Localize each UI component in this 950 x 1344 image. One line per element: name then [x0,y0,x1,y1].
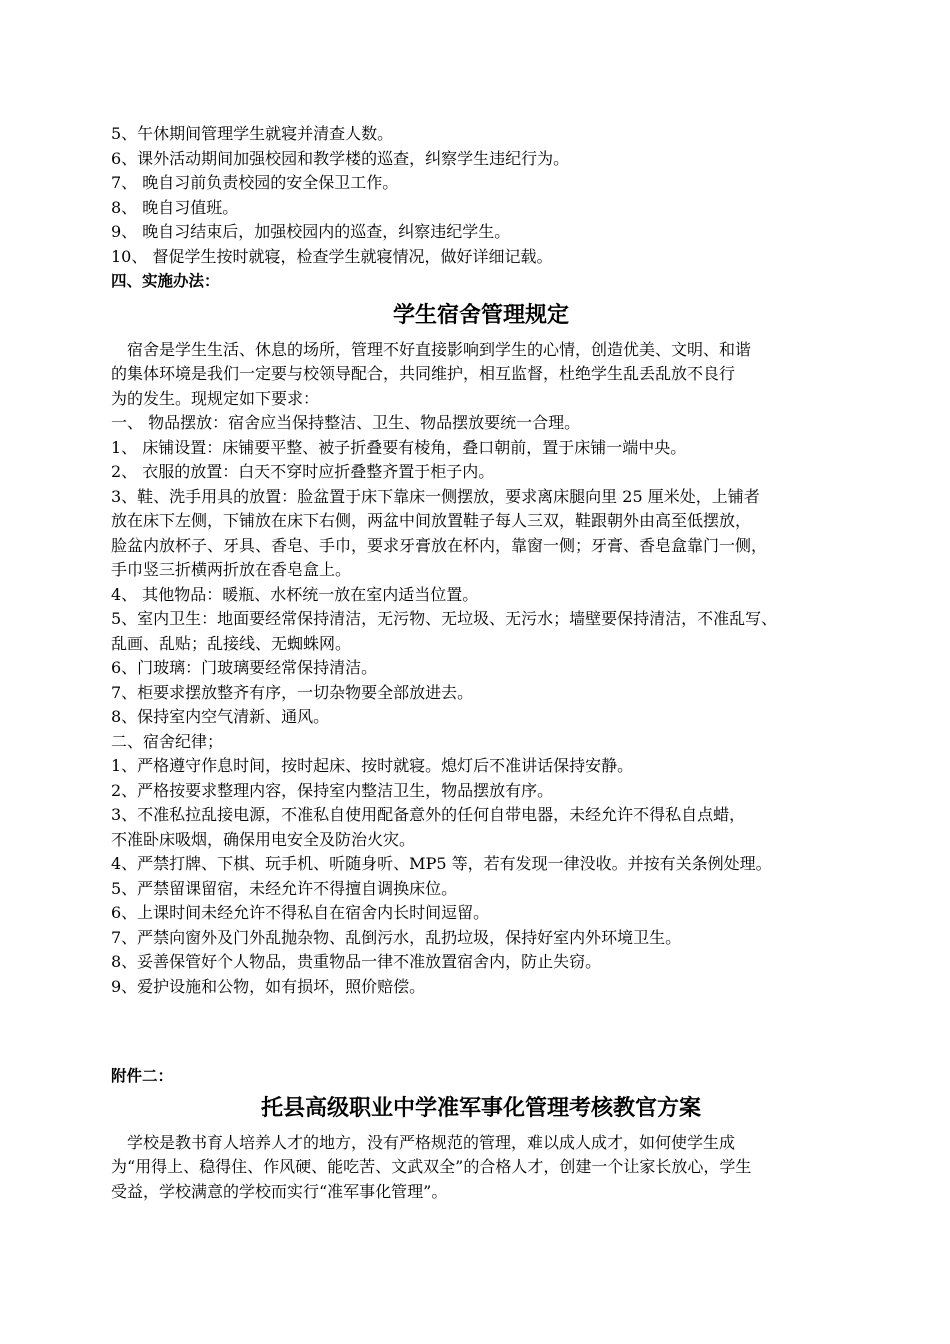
dorm-rules-discipline [111,730,854,1000]
intro-line: 宿舍是学生生活、休息的场所，管理不好直接影响到学生的心情，创造优美、文明、和谐 [127,339,752,359]
rule-line: 脸盆内放杯子、牙具、香皂、手巾，要求牙膏放在杯内，靠窗一侧；牙膏、香皂盒靠门一侧， [111,535,768,555]
rule-line: 手巾竖三折横两折放在香皂盒上。 [111,560,352,579]
dorm-rules-title: 学生宿舍管理规定 [392,302,569,328]
list-item: 7、 晚自习前负责校园的安全保卫工作。 [111,173,399,192]
annex-label: 附件二： [111,1067,174,1085]
list-item: 5、午休期间管理学生就寝并清查人数。 [111,124,394,143]
rule-line: 2、严格按要求整理内容，保持室内整洁卫生，物品摆放有序。 [111,780,554,800]
rule-line: 乱画、乱贴；乱接线、无蜘蛛网。 [111,633,352,653]
rule-line: 8、保持室内空气清新、通风。 [111,707,330,726]
rule-line: 2、 衣服的放置：白天不穿时应折叠整齐置于柜子内。 [111,462,495,481]
annex-intro [111,1131,854,1205]
intro-line: 为“用得上、稳得住、作风硬、能吃苦、文武双全”的合格人才，创建一个让家长放心，学生 [111,1157,752,1176]
rule-line: 7、柜要求摆放整齐有序，一切杂物要全部放进去。 [111,682,474,702]
rule-line: 9、爱护设施和公物，如有损坏，照价赔偿。 [111,976,426,996]
list-item: 9、 晚自习结束后，加强校园内的巡查，纠察违纪学生。 [111,222,511,241]
rule-line: 3、不准私拉乱接电源，不准私自使用配备意外的任何自带电器，未经允许不得私自点蜡， [111,805,746,824]
rule-line: 放在床下左侧，下铺放在床下右侧，两盆中间放置鞋子每人三双，鞋跟朝外由高至低摆放， [111,511,752,530]
rule-line: 5、严禁留课留宿，未经允许不得擅自调换床位。 [111,878,458,898]
rule-line: 7、严禁向窗外及门外乱抛杂物、乱倒污水，乱扔垃圾，保持好室内外环境卫生。 [111,927,682,947]
rule-line: 二、宿舍纪律； [111,731,224,751]
duty-list [111,122,854,269]
rule-line: 4、严禁打牌、下棋、玩手机、听随身听、MP5 等，若有发现一律没收。并按有关条例处理。 [111,854,772,873]
intro-line: 为的发生。现规定如下要求： [111,388,320,408]
rule-line: 8、妥善保管好个人物品，贵重物品一律不准放置宿舍内，防止失窃。 [111,952,602,971]
rule-line: 1、 床铺设置：床铺要平整、被子折叠要有棱角，叠口朝前，置于床铺一端中央。 [111,437,687,457]
rule-line: 5、室内卫生：地面要经常保持清洁，无污物、无垃圾、无污水；墙壁要保持清洁，不准乱写、 [111,609,778,628]
intro-line: 受益，学校满意的学校而实行“准军事化管理”。 [111,1181,448,1201]
dorm-rules-intro [111,338,854,412]
rule-line: 6、门玻璃：门玻璃要经常保持清洁。 [111,658,378,677]
intro-line: 的集体环境是我们一定要与校领导配合，共同维护，相互监督，杜绝学生乱丢乱放不良行 [111,364,736,383]
list-item: 6、课外活动期间加强校园和教学楼的巡查，纠察学生违纪行为。 [111,148,570,168]
section-heading-implementation: 四、实施办法： [111,272,220,290]
rule-line: 6、上课时间未经允许不得私自在宿舍内长时间逗留。 [111,903,490,922]
annex-title: 托县高级职业中学准军事化管理考核教官方案 [260,1095,701,1121]
blank-space [111,999,854,1048]
dorm-rules-placement [111,411,854,730]
intro-line: 学校是教书育人培养人才的地方，没有严格规范的管理，难以成人成才，如何使学生成 [127,1132,736,1152]
rule-line: 4、 其他物品：暖瓶、水杯统一放在室内适当位置。 [111,584,479,604]
list-item: 8、 晚自习值班。 [111,197,239,217]
rule-line: 3、鞋、洗手用具的放置：脸盆置于床下靠床一侧摆放，要求离床腿向里 25 厘米处，上铺者 [111,486,760,506]
rule-line: 不准卧床吸烟，确保用电安全及防治火灾。 [111,829,416,849]
list-item: 10、 督促学生按时就寝，检查学生就寝情况，做好详细记载。 [111,246,553,266]
rule-line: 1、严格遵守作息时间，按时起床、按时就寝。熄灯后不准讲话保持安静。 [111,756,634,775]
rule-line: 一、 物品摆放：宿舍应当保持整洁、卫生、物品摆放要统一合理。 [111,413,581,432]
